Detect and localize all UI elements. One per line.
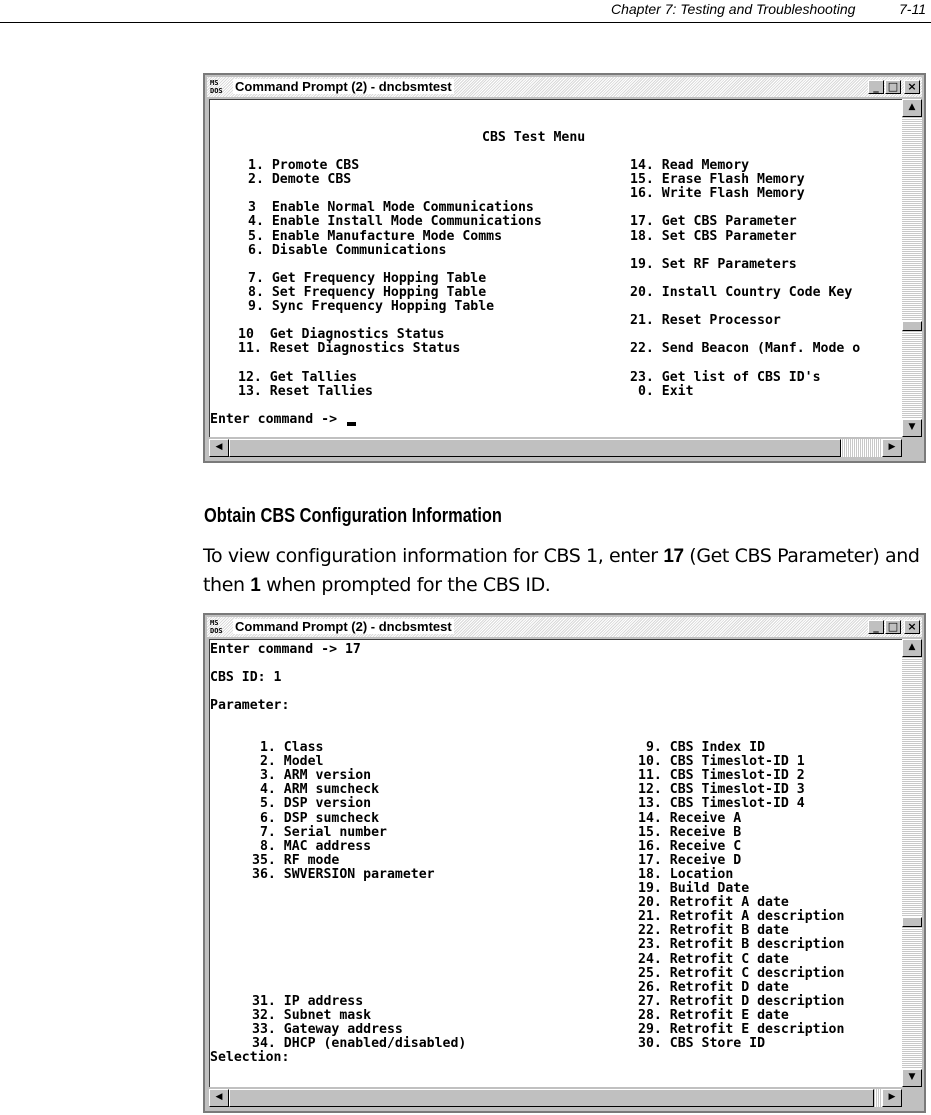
menu-item: 13. Reset Tallies xyxy=(238,383,373,399)
menu-item: 7. Get Frequency Hopping Table xyxy=(248,270,487,286)
maximize-button[interactable]: □ xyxy=(885,620,901,634)
menu-item: 18. Location xyxy=(638,866,734,882)
menu-item: 6. DSP sumcheck xyxy=(252,810,380,826)
menu-item: 22. Retrofit B date xyxy=(638,923,789,939)
menu-item: 17. Get CBS Parameter xyxy=(630,214,797,230)
instruction-text: when prompted for the CBS ID. xyxy=(260,574,551,596)
menu-item: 21. Retrofit A description xyxy=(638,909,845,925)
menu-item: 29. Retrofit E description xyxy=(638,1022,845,1037)
menu-item: 16. Receive C xyxy=(638,838,742,854)
menu-item: 8. Set Frequency Hopping Table xyxy=(248,284,487,300)
vertical-scrollbar[interactable] xyxy=(902,99,922,437)
page-number: 7-11 xyxy=(899,1,926,17)
vertical-scrollbar[interactable] xyxy=(902,639,922,1087)
console-output[interactable] xyxy=(209,99,902,437)
horizontal-scrollbar-thumb[interactable] xyxy=(229,439,841,457)
menu-item: 19. Set RF Parameters xyxy=(630,256,797,272)
cbs-id-line: CBS ID: 1 xyxy=(210,670,282,685)
menu-item: 27. Retrofit D description xyxy=(638,993,845,1009)
ms-dos-icon[interactable]: MS DOS xyxy=(210,619,223,635)
menu-item: 10. CBS Timeslot-ID 1 xyxy=(638,754,805,770)
menu-item: 14. Read Memory xyxy=(630,158,750,173)
menu-item: 30. CBS Store ID xyxy=(638,1036,766,1052)
minimize-button[interactable]: _ xyxy=(868,620,884,634)
menu-item: 15. Receive B xyxy=(638,824,742,840)
menu-item: 4. Enable Install Mode Communications xyxy=(248,214,542,230)
menu-item: 20. Install Country Code Key xyxy=(630,284,853,300)
scroll-left-button[interactable]: ◀ xyxy=(209,439,229,457)
parameter-label: Parameter: xyxy=(210,698,290,713)
command-prompt-line[interactable] xyxy=(210,413,356,427)
selection-prompt[interactable]: Selection: xyxy=(210,1050,290,1065)
horizontal-scrollbar-thumb[interactable] xyxy=(229,1089,874,1107)
menu-item: 31. IP address xyxy=(252,993,364,1009)
menu-item: 13. CBS Timeslot-ID 4 xyxy=(638,796,805,812)
menu-item: 19. Build Date xyxy=(638,881,750,896)
close-button[interactable]: × xyxy=(904,620,920,634)
menu-item: 33. Gateway address xyxy=(252,1022,403,1037)
menu-item: 17. Receive D xyxy=(638,852,742,868)
menu-item: 7. Serial number xyxy=(252,824,387,840)
menu-item: 2. Demote CBS xyxy=(248,172,352,188)
menu-item: 1. Class xyxy=(252,740,324,755)
cbs-id-number: 1 xyxy=(250,575,261,596)
menu-item: 23. Get list of CBS ID's xyxy=(630,369,821,385)
horizontal-scrollbar[interactable] xyxy=(209,439,902,457)
chapter-title: Chapter 7: Testing and Troubleshooting xyxy=(611,1,856,17)
menu-item: 5. DSP version xyxy=(252,796,372,812)
menu-item: 26. Retrofit D date xyxy=(638,979,789,995)
console-output[interactable] xyxy=(209,639,902,1087)
window-title: Command Prompt (2) - dncbsmtest xyxy=(235,619,452,634)
menu-item: 21. Reset Processor xyxy=(630,313,781,329)
menu-item: 11. Reset Diagnostics Status xyxy=(238,341,461,357)
menu-item: 14. Receive A xyxy=(638,810,742,826)
command-prompt-window-1 xyxy=(203,73,926,463)
scroll-up-button[interactable]: ▲ xyxy=(902,99,922,117)
text-cursor xyxy=(347,422,356,426)
menu-item: 11. CBS Timeslot-ID 2 xyxy=(638,768,805,784)
horizontal-scrollbar[interactable] xyxy=(209,1089,902,1107)
menu-item: 2. Model xyxy=(252,754,324,770)
menu-item: 28. Retrofit E date xyxy=(638,1007,789,1023)
scrollbar-thumb[interactable] xyxy=(902,917,922,927)
menu-item: 24. Retrofit C date xyxy=(638,951,789,967)
menu-item: 10 Get Diagnostics Status xyxy=(238,327,445,343)
menu-item: 9. Sync Frequency Hopping Table xyxy=(248,299,495,314)
menu-item: 22. Send Beacon (Manf. Mode o xyxy=(630,341,861,357)
title-bar xyxy=(207,77,922,97)
menu-item: 12. Get Tallies xyxy=(238,369,358,385)
command-number: 17 xyxy=(663,546,684,567)
menu-item: 20. Retrofit A date xyxy=(638,895,789,911)
minimize-button[interactable]: _ xyxy=(868,80,884,94)
scroll-right-button[interactable]: ▶ xyxy=(882,1089,902,1107)
menu-item: 4. ARM sumcheck xyxy=(252,782,380,798)
command-prompt-window-2 xyxy=(203,613,926,1113)
instruction-text: (Get CBS Parameter) and then xyxy=(203,545,920,596)
scrollbar-thumb[interactable] xyxy=(902,321,922,331)
menu-item: 3 Enable Normal Mode Communications xyxy=(248,200,534,216)
menu-item: 6. Disable Communications xyxy=(248,242,447,258)
scroll-up-button[interactable]: ▲ xyxy=(902,639,922,657)
menu-item: 12. CBS Timeslot-ID 3 xyxy=(638,782,805,798)
window-title: Command Prompt (2) - dncbsmtest xyxy=(235,79,452,94)
running-header xyxy=(0,0,931,23)
scroll-down-button[interactable]: ▼ xyxy=(902,1069,922,1087)
menu-item: 1. Promote CBS xyxy=(248,158,360,173)
menu-item: 8. MAC address xyxy=(252,838,372,854)
menu-item: 25. Retrofit C description xyxy=(638,965,845,981)
title-bar xyxy=(207,617,922,637)
resize-grip[interactable] xyxy=(902,439,922,457)
menu-item: 9. CBS Index ID xyxy=(638,740,766,755)
instruction-paragraph xyxy=(203,542,923,600)
command-line: Enter command -> 17 xyxy=(210,642,361,657)
instruction-text: To view configuration information for CBS 1, enter xyxy=(203,545,664,567)
close-button[interactable]: × xyxy=(904,80,920,94)
prompt-text: Enter command -> xyxy=(210,412,345,427)
menu-item: 32. Subnet mask xyxy=(252,1007,372,1023)
menu-item: 34. DHCP (enabled/disabled) xyxy=(252,1036,467,1052)
menu-item: 5. Enable Manufacture Mode Comms xyxy=(248,228,503,244)
menu-item: 18. Set CBS Parameter xyxy=(630,228,797,244)
scroll-right-button[interactable]: ▶ xyxy=(882,439,902,457)
ms-dos-icon[interactable]: MS DOS xyxy=(210,79,223,95)
menu-item: 36. SWVERSION parameter xyxy=(252,866,435,882)
menu-item: 3. ARM version xyxy=(252,768,372,784)
scroll-down-button[interactable]: ▼ xyxy=(902,419,922,437)
menu-item: 35. RF mode xyxy=(252,852,340,868)
menu-item: 23. Retrofit B description xyxy=(638,937,845,953)
resize-grip[interactable] xyxy=(902,1089,922,1107)
menu-title: CBS Test Menu xyxy=(482,130,586,145)
section-heading: Obtain CBS Configuration Information xyxy=(204,505,502,527)
maximize-button[interactable]: □ xyxy=(885,80,901,94)
menu-item: 16. Write Flash Memory xyxy=(630,186,805,202)
menu-item: 15. Erase Flash Memory xyxy=(630,172,805,188)
scroll-left-button[interactable]: ◀ xyxy=(209,1089,229,1107)
menu-item: 0. Exit xyxy=(630,383,694,399)
